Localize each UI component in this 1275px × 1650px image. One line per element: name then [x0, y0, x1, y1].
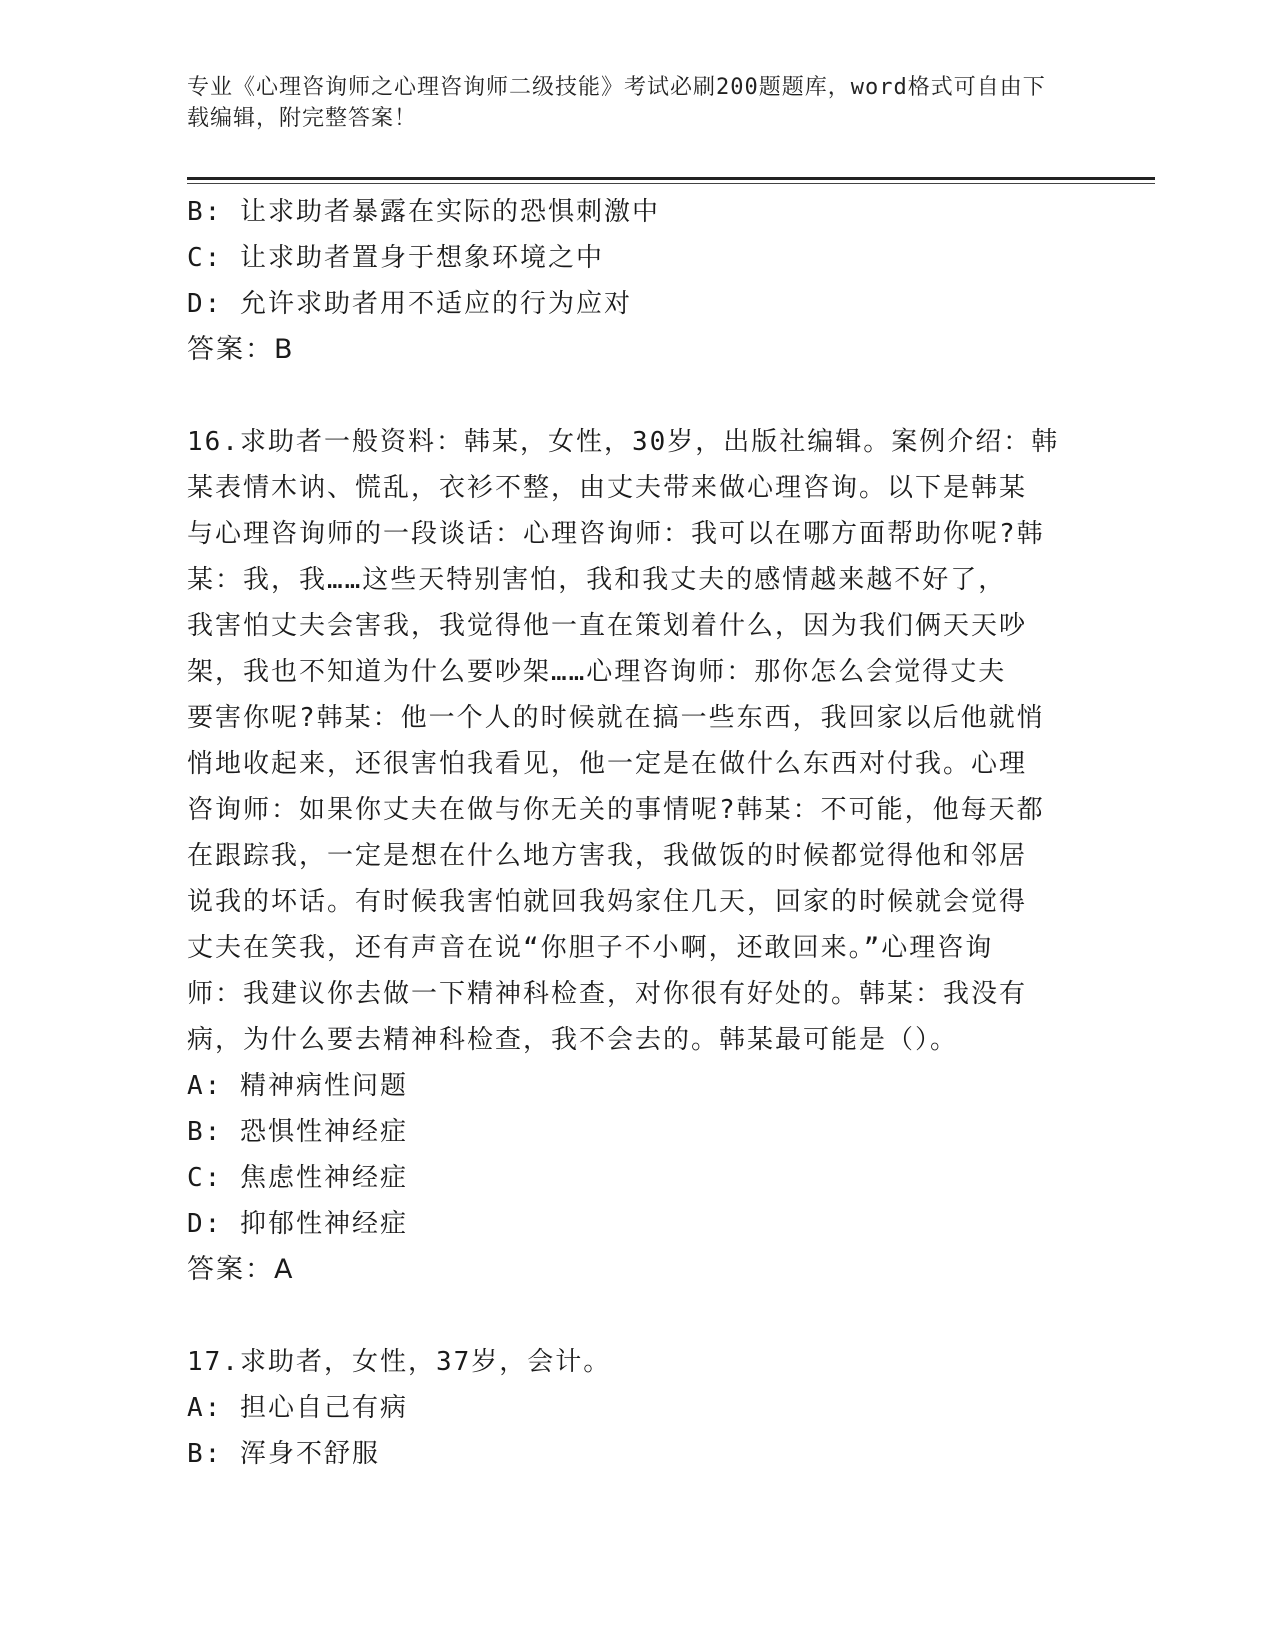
q15-option-b: B: 让求助者暴露在实际的恐惧刺激中: [187, 197, 660, 227]
spacer: [187, 1293, 1067, 1339]
q16-option-a: A: 精神病性问题: [187, 1071, 408, 1101]
q16-answer: 答案：A: [187, 1254, 295, 1285]
q16-stem-line: 在跟踪我，一定是想在什么地方害我，我做饭的时候都觉得他和邻居: [187, 841, 1028, 871]
q16-option-c: C: 焦虑性神经症: [187, 1163, 408, 1193]
q17-stem: 17.求助者，女性，37岁，会计。: [187, 1347, 612, 1377]
q16-stem-line: 16.求助者一般资料：韩某，女性，30岁，出版社编辑。案例介绍：韩: [187, 427, 1060, 457]
question-content: [187, 189, 1067, 1477]
q17-option-b: B: 浑身不舒服: [187, 1439, 380, 1469]
q16-stem-line: 师：我建议你去做一下精神科检查，对你很有好处的。韩某：我没有: [187, 979, 1028, 1009]
q16-stem-line: 悄地收起来，还很害怕我看见，他一定是在做什么东西对付我。心理: [187, 749, 1028, 779]
spacer: [187, 373, 1067, 419]
q16-stem-line: 某：我，我……这些天特别害怕，我和我丈夫的感情越来越不好了，: [187, 565, 1007, 595]
q16-stem-line: 丈夫在笑我，还有声音在说“你胆子不小啊，还敢回来。”心理咨询: [187, 933, 994, 963]
q15-option-c: C: 让求助者置身于想象环境之中: [187, 243, 604, 273]
q16-stem-line: 病，为什么要去精神科检查，我不会去的。韩某最可能是（）。: [187, 1025, 959, 1055]
q15-answer: 答案：B: [187, 334, 295, 365]
q16-option-b: B: 恐惧性神经症: [187, 1117, 408, 1147]
q15-option-d: D: 允许求助者用不适应的行为应对: [187, 289, 632, 319]
q16-stem-line: 与心理咨询师的一段谈话：心理咨询师：我可以在哪方面帮助你呢?韩: [187, 519, 1045, 549]
q16-stem-line: 说我的坏话。有时候我害怕就回我妈家住几天，回家的时候就会觉得: [187, 887, 1028, 917]
q16-stem-line: 我害怕丈夫会害我，我觉得他一直在策划着什么，因为我们俩天天吵: [187, 611, 1028, 641]
q16-stem-line: 要害你呢?韩某：他一个人的时候就在搞一些东西，我回家以后他就悄: [187, 703, 1045, 733]
q16-stem-line: 某表情木讷、慌乱，衣衫不整，由丈夫带来做心理咨询。以下是韩某: [187, 473, 1028, 503]
q16-stem-line: 架，我也不知道为什么要吵架……心理咨询师：那你怎么会觉得丈夫: [187, 657, 1007, 687]
header-rule-thick: [187, 177, 1155, 180]
q16-option-d: D: 抑郁性神经症: [187, 1209, 408, 1239]
q17-option-a: A: 担心自己有病: [187, 1393, 408, 1423]
header-rule-thin: [187, 183, 1155, 184]
q16-stem: [187, 419, 1067, 1063]
q16-stem-line: 咨询师：如果你丈夫在做与你无关的事情呢?韩某：不可能，他每天都: [187, 795, 1045, 825]
header-note: 专业《心理咨询师之心理咨询师二级技能》考试必刷200题题库，word格式可自由下载编辑，附完整答案！: [187, 75, 1046, 131]
